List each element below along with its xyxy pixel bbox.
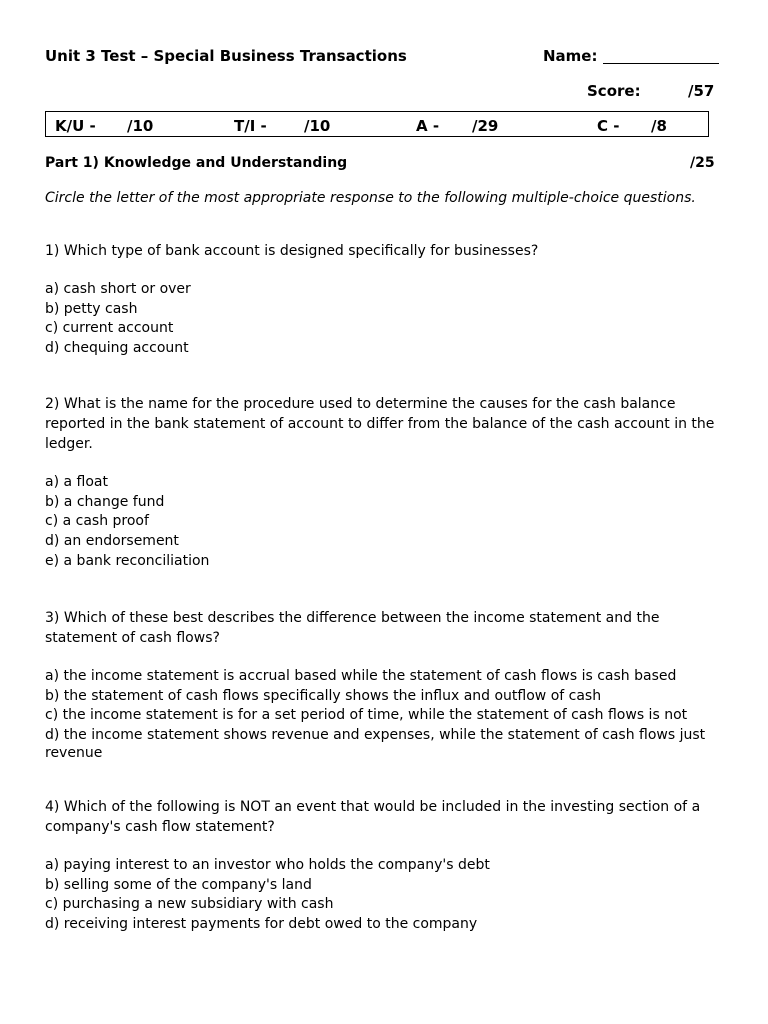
question-4-options — [45, 856, 725, 935]
c-total: /8 — [651, 117, 667, 135]
part-title: Part 1) Knowledge and Understanding — [45, 155, 348, 171]
answer-option[interactable]: c) the income statement is for a set period of time, while the statement of cash flows is not — [45, 707, 688, 724]
answer-option[interactable]: d) receiving interest payments for debt owed to the company — [45, 916, 478, 933]
answer-option[interactable]: b) the statement of cash flows specifically shows the influx and outflow of cash — [45, 687, 602, 704]
question-2: 2) What is the name for the procedure used to determine the causes for the cash balance reported in the bank statement of account to differ from the balance of the cash account in the ledger. — [45, 396, 715, 452]
answer-option[interactable]: a) the income statement is accrual based while the statement of cash flows is cash based — [45, 668, 677, 684]
category-score-box — [45, 111, 709, 137]
a-total: /29 — [472, 117, 499, 135]
question-1-options — [45, 280, 725, 359]
instructions: Circle the letter of the most appropriate response to the following multiple-choice questions. — [45, 190, 696, 206]
answer-option[interactable]: d) chequing account — [45, 340, 189, 357]
ti-label: T/I - — [234, 117, 267, 135]
test-title: Unit 3 Test – Special Business Transactions — [45, 47, 407, 65]
a-label: A - — [416, 117, 440, 135]
answer-option[interactable]: d) an endorsement — [45, 533, 179, 550]
score-total: /57 — [688, 82, 715, 100]
answer-option[interactable]: c) purchasing a new subsidiary with cash — [45, 896, 334, 913]
answer-option[interactable]: a) paying interest to an investor who holds the company's debt — [45, 857, 490, 873]
ku-total: /10 — [127, 117, 154, 135]
answer-option[interactable]: c) current account — [45, 320, 174, 337]
answer-option[interactable]: b) selling some of the company's land — [45, 876, 312, 893]
ti-total: /10 — [304, 117, 331, 135]
question-3-options — [45, 667, 725, 762]
answer-option[interactable]: e) a bank reconciliation — [45, 552, 210, 569]
question-1: 1) Which type of bank account is designed specifically for businesses? — [45, 243, 539, 259]
c-label: C - — [597, 117, 620, 135]
answer-option[interactable]: a) a float — [45, 474, 108, 490]
name-blank-line[interactable] — [603, 63, 719, 64]
question-2-options — [45, 473, 725, 572]
part-total: /25 — [690, 155, 715, 171]
answer-option[interactable]: d) the income statement shows revenue and expenses, while the statement of cash flows just revenue — [45, 727, 706, 762]
question-4: 4) Which of the following is NOT an event that would be included in the investing section of a company's cash flow statement? — [45, 799, 701, 835]
answer-option[interactable]: b) petty cash — [45, 300, 138, 317]
answer-option[interactable]: b) a change fund — [45, 493, 165, 510]
question-3: 3) Which of these best describes the difference between the income statement and the statement of cash flows? — [45, 610, 660, 646]
answer-option[interactable]: c) a cash proof — [45, 513, 149, 530]
answer-option[interactable]: a) cash short or over — [45, 281, 191, 297]
name-label: Name: — [543, 47, 598, 65]
score-label: Score: — [587, 82, 641, 100]
ku-label: K/U - — [55, 117, 96, 135]
